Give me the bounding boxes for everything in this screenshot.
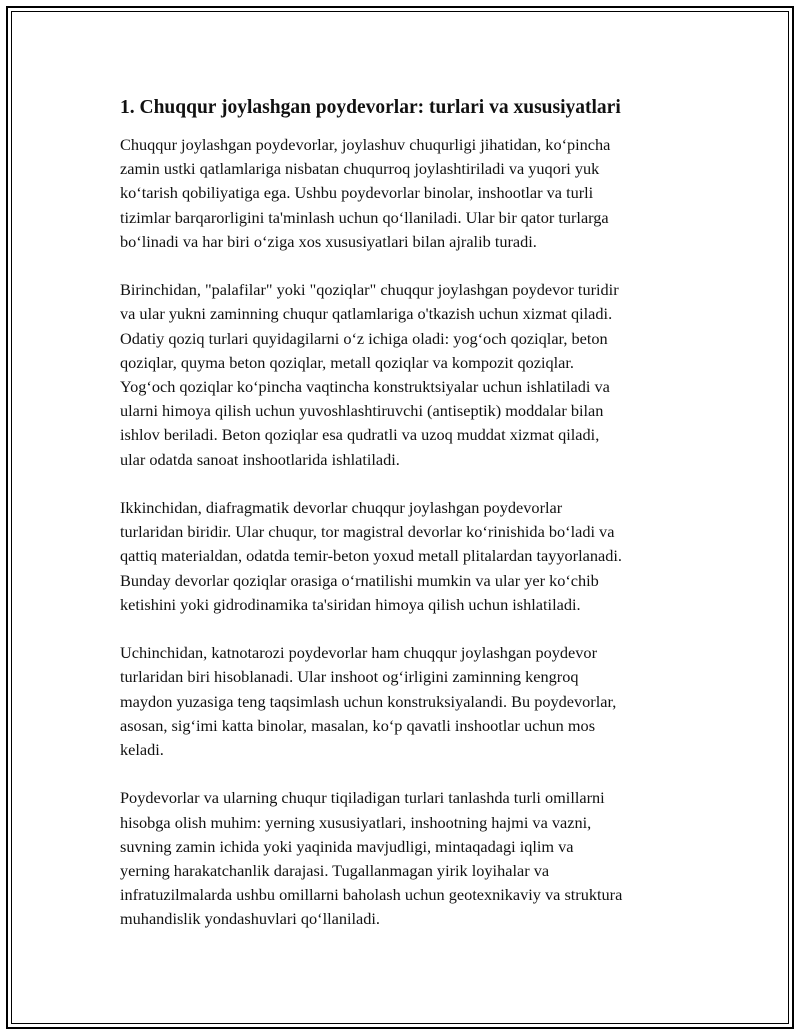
text-line: zamin ustki qatlamlariga nisbatan chuqurroq joylashtiriladi va yuqori yuk <box>120 159 600 179</box>
text-line: va ular yukni zaminning chuqur qatlamlariga o'tkazish uchun xizmat qiladi. <box>120 304 613 324</box>
paragraph-5 <box>120 786 690 931</box>
text-line: tizimlar barqarorligini ta'minlash uchun qo‘llaniladi. Ular bir qator turlarga <box>120 207 609 227</box>
text-line: qoziqlar, quyma beton qoziqlar, metall qoziqlar va kompozit qoziqlar. <box>120 352 574 372</box>
text-line: Ikkinchidan, diafragmatik devorlar chuqqur joylashgan poydevorlar <box>120 498 563 518</box>
text-line: muhandislik yondashuvlari qo‘llaniladi. <box>120 909 381 929</box>
page-title: 1. Chuqqur joylashgan poydevorlar: turlari va xususiyatlari <box>120 97 621 118</box>
paragraph-1 <box>120 133 690 254</box>
text-line: qattiq materialdan, odatda temir-beton yoxud metall plitalardan tayyorlanadi. <box>120 546 622 566</box>
text-line: suvning zamin ichida yoki yaqinida mavjudligi, mintaqadagi iqlim va <box>120 836 574 856</box>
text-line: ketishini yoki gidrodinamika ta'siridan himoya qilish uchun ishlatiladi. <box>120 594 581 614</box>
text-line: Bunday devorlar qoziqlar orasiga o‘rnatilishi mumkin va ular yer ko‘chib <box>120 570 599 590</box>
text-line: Odatiy qoziq turlari quyidagilarni o‘z ichiga oladi: yog‘och qoziqlar, beton <box>120 328 608 348</box>
paragraph-4 <box>120 641 690 762</box>
text-line: ko‘tarish qobiliyatiga ega. Ushbu poydevorlar binolar, inshootlar va turli <box>120 183 594 203</box>
text-line: Poydevorlar va ularning chuqur tiqiladigan turlari tanlashda turli omillarni <box>120 788 605 808</box>
text-line: bo‘linadi va har biri o‘ziga xos xususiyatlari bilan ajralib turadi. <box>120 231 537 251</box>
text-line: infratuzilmalarda ushbu omillarni baholash uchun geotexnikaviy va struktura <box>120 885 623 905</box>
text-line: maydon yuzasiga teng taqsimlash uchun konstruksiyalandi. Bu poydevorlar, <box>120 691 617 711</box>
paragraph-2 <box>120 278 690 472</box>
text-line: turlaridan biri hisoblanadi. Ular inshoot og‘irligini zaminning kengroq <box>120 667 579 687</box>
text-line: ularni himoya qilish uchun yuvoshlashtiruvchi (antiseptik) moddalar bilan <box>120 401 604 421</box>
text-line: Uchinchidan, katnotarozi poydevorlar ham chuqqur joylashgan poydevor <box>120 643 597 663</box>
text-line: Chuqqur joylashgan poydevorlar, joylashuv chuqurligi jihatidan, ko‘pincha <box>120 135 611 154</box>
text-line: Yog‘och qoziqlar ko‘pincha vaqtincha konstruktsiyalar uchun ishlatiladi va <box>120 377 610 397</box>
text-line: keladi. <box>120 740 164 760</box>
text-line: ular odatda sanoat inshootlarida ishlatiladi. <box>120 449 400 469</box>
paragraph-3 <box>120 496 690 617</box>
document-content <box>120 96 690 956</box>
text-line: asosan, sig‘imi katta binolar, masalan, ko‘p qavatli inshootlar uchun mos <box>120 715 596 735</box>
text-line: yerning harakatchanlik darajasi. Tugallanmagan yirik loyihalar va <box>120 861 550 881</box>
document-page <box>6 6 794 1029</box>
text-line: hisobga olish muhim: yerning xususiyatlari, inshootning hajmi va vazni, <box>120 812 592 832</box>
text-line: Birinchidan, "palafilar" yoki "qoziqlar" chuqqur joylashgan poydevor turidir <box>120 280 619 300</box>
text-line: ishlov beriladi. Beton qoziqlar esa qudratli va uzoq muddat xizmat qiladi, <box>120 425 600 445</box>
text-line: turlaridan biridir. Ular chuqur, tor magistral devorlar ko‘rinishida bo‘ladi va <box>120 522 615 542</box>
